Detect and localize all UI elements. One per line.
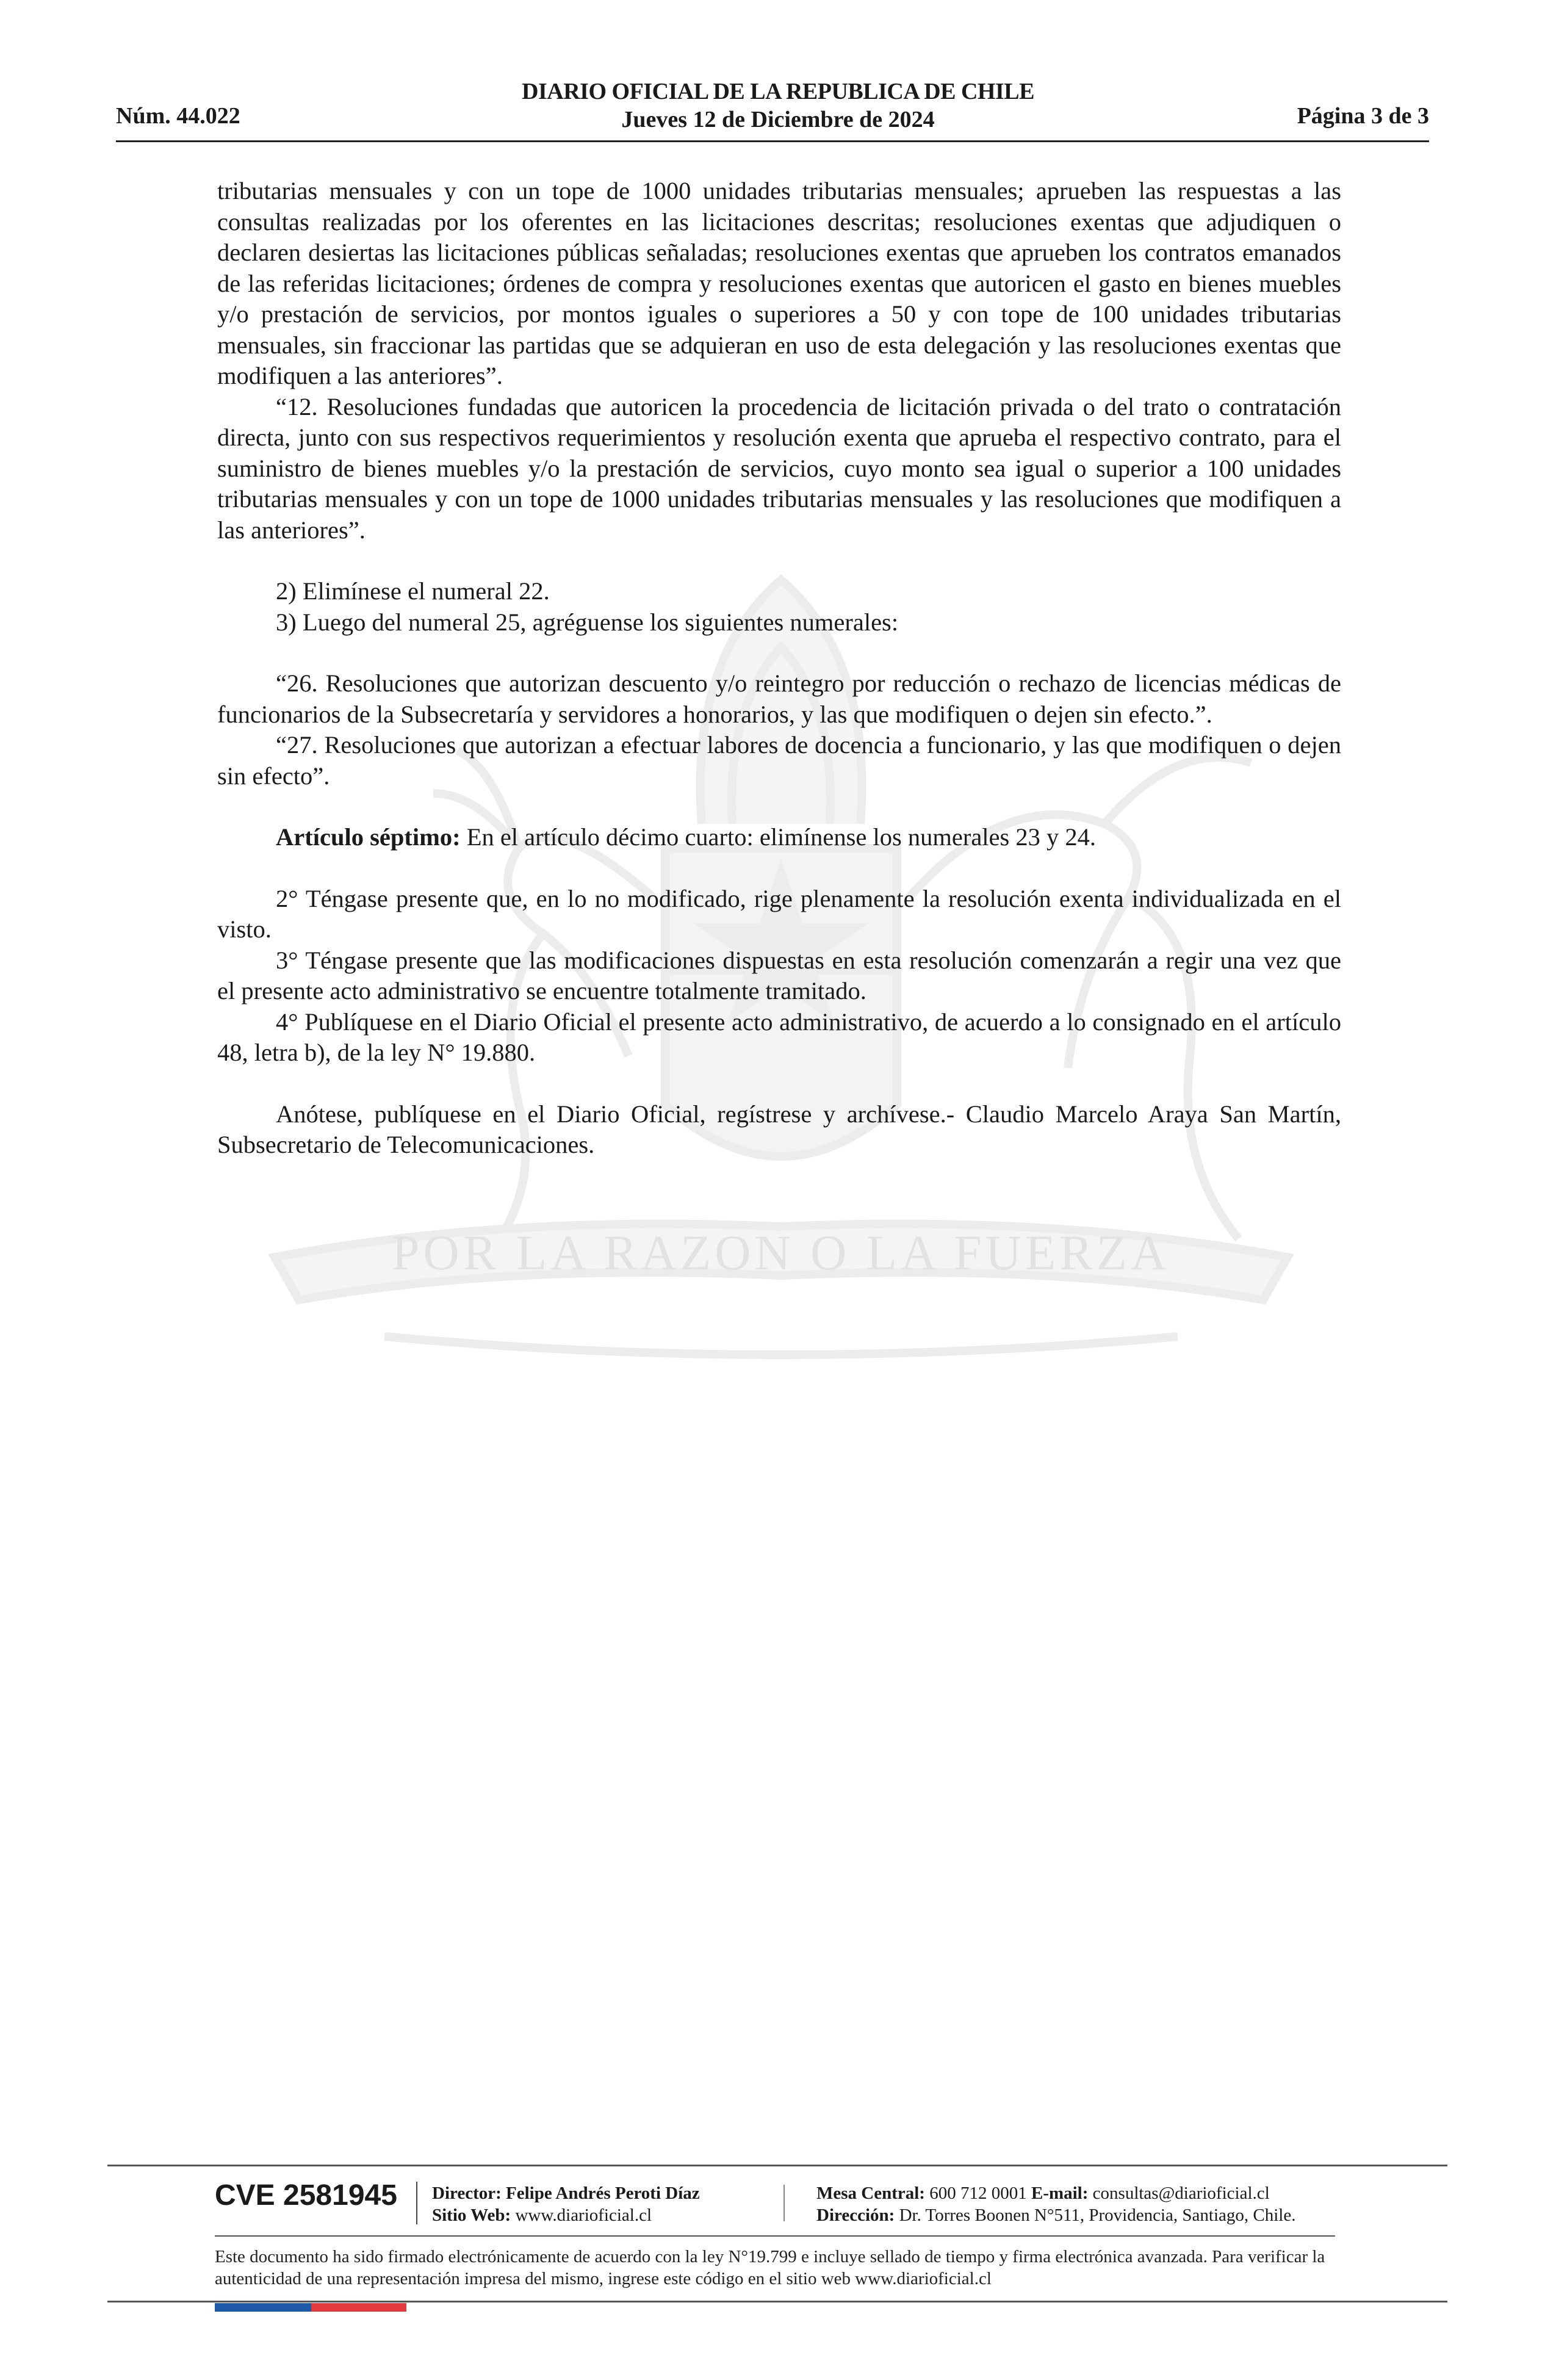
newspaper-title: DIARIO OFICIAL DE LA REPUBLICA DE CHILE — [522, 79, 1034, 104]
footer-divider-top — [107, 2165, 1447, 2166]
article-seventh-text: En el artículo décimo cuarto: elimínense los numerales 23 y 24. — [460, 823, 1097, 851]
paragraph-article-seventh — [217, 822, 1341, 853]
director-name: Felipe Andrés Peroti Díaz — [501, 2183, 700, 2203]
footer-divider-middle — [215, 2235, 1335, 2237]
paragraph-numeral-12: “12. Resoluciones fundadas que autoricen la procedencia de licitación privada o del trato o contratación directa, junto con sus respectivos requerimientos y resolución exenta que aprueba el respectivo contrato, para el suministro de bienes muebles y/o la prestación de servicios, cuyo monto sea igual o superior a 100 unidades tributarias mensuales y con un tope de 1000 unidades tributarias mensuales y las resoluciones que modifiquen a las anteriores”. — [217, 392, 1341, 544]
page-indicator: Página 3 de 3 — [1297, 103, 1429, 129]
issue-number: Núm. 44.022 — [116, 103, 240, 129]
footer-contact-info — [816, 2182, 1295, 2226]
paragraph-numeral-27: “27. Resoluciones que autorizan a efectuar labores de docencia a funcionario, y las que modifiquen o dejen sin efecto”. — [217, 731, 1341, 790]
issue-date: Jueves 12 de Diciembre de 2024 — [621, 107, 935, 132]
phone-label: Mesa Central: — [816, 2183, 925, 2203]
paragraph-signature: Anótese, publíquese en el Diario Oficial, regístrese y archívese.- Claudio Marcelo Araya San Martín, Subsecretario de Telecomunicaciones. — [217, 1100, 1341, 1158]
address-value: Dr. Torres Boonen N°511, Providencia, Santiago, Chile. — [895, 2205, 1296, 2225]
article-seventh-heading: Artículo séptimo: — [276, 823, 461, 851]
paragraph-point-2: 2° Téngase presente que, en lo no modificado, rige plenamente la resolución exenta individualizada en el visto. — [217, 884, 1341, 943]
paragraph-eliminate-22: 2) Elimínese el numeral 22. — [276, 577, 550, 605]
paragraph-continuation: tributarias mensuales y con un tope de 1000 unidades tributarias mensuales; aprueben las respuestas a las consultas realizadas por los oferentes en las licitaciones descritas; resoluciones exentas que adjudiquen o declaren desiertas las licitaciones públicas señaladas; resoluciones exentas que aprueben los contratos emanados de las referidas licitaciones; órdenes de compra y resoluciones exentas que autoricen el gasto en bienes muebles y/o prestación de servicios, por montos iguales o superiores a 50 y con tope de 100 unidades tributarias mensuales, sin fraccionar las partidas que se adquieran en uso de esta delegación y las resoluciones exentas que modifiquen a las anteriores”. — [217, 177, 1341, 389]
footer-director-info — [432, 2182, 700, 2226]
footer-separator — [783, 2185, 785, 2221]
address-label: Dirección: — [816, 2205, 895, 2225]
footer-separator — [416, 2182, 417, 2224]
flag-stripe-red — [311, 2303, 406, 2312]
phone-number: 600 712 0001 — [924, 2183, 1031, 2203]
director-label: Director: — [432, 2183, 502, 2203]
header-divider — [116, 140, 1429, 142]
email-label: E-mail: — [1031, 2183, 1089, 2203]
footer-divider-bottom — [107, 2301, 1447, 2302]
paragraph-point-4: 4° Publíquese en el Diario Oficial el presente acto administrativo, de acuerdo a lo consignado en el artículo 48, letra b), de la ley N° 19.880. — [217, 1008, 1341, 1066]
signature-notice: Este documento ha sido firmado electrónicamente de acuerdo con la ley N°19.799 e incluye sellado de tiempo y firma electrónica avanzada. Para verificar la autenticidad de una representación impresa del mismo, ingrese este código en el sitio web www.diarioficial.cl — [215, 2247, 1325, 2288]
paragraph-numeral-26: “26. Resoluciones que autorizan descuento y/o reintegro por reducción o rechazo de licencias médicas de funcionarios de la Subsecretaría y servidores a honorarios, y las que modifiquen o dejen sin efecto.”. — [217, 669, 1341, 728]
document-body — [217, 176, 1341, 1161]
website-label: Sitio Web: — [432, 2205, 511, 2225]
email-link[interactable]: consultas@diarioficial.cl — [1088, 2183, 1270, 2203]
website-link[interactable]: www.diarioficial.cl — [511, 2205, 652, 2225]
paragraph-point-3: 3° Téngase presente que las modificaciones dispuestas en esta resolución comenzarán a regir una vez que el presente acto administrativo se encuentre totalmente tramitado. — [217, 946, 1341, 1004]
cve-code: CVE 2581945 — [215, 2179, 397, 2212]
paragraph-add-numerals: 3) Luego del numeral 25, agréguense los siguientes numerales: — [276, 608, 899, 636]
watermark-motto: POR LA RAZON O LA FUERZA — [391, 1225, 1171, 1280]
flag-stripe-blue — [215, 2303, 311, 2312]
